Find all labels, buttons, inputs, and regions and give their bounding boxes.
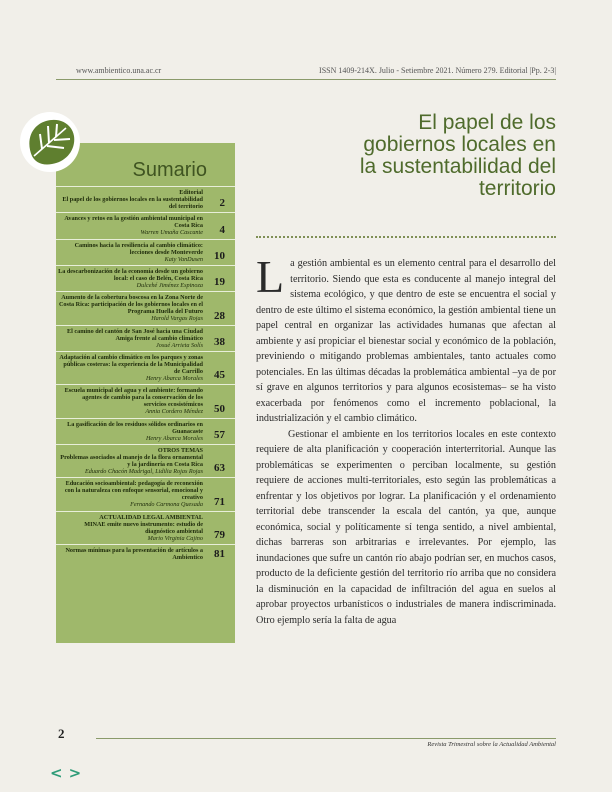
toc-item-text — [58, 215, 203, 236]
toc-item-subtitle: MINAE emite nuevo instrumento: estudio de diagnóstico ambiental — [84, 520, 203, 535]
toc-item-title: Caminos hacia la resiliencia al cambio climático: lecciones desde Monteverde — [74, 241, 203, 256]
toc-item-author: Annia Cordero Méndez — [145, 408, 203, 416]
prev-page-button[interactable]: < — [50, 764, 63, 782]
toc-item-text — [58, 447, 203, 475]
title-line: la sustentabilidad del — [359, 155, 556, 178]
next-page-button[interactable]: > — [68, 764, 82, 782]
page-navigation — [50, 764, 81, 782]
drop-cap: L — [256, 251, 285, 302]
toc-item-text — [58, 480, 203, 508]
paragraph-2: Gestionar el ambiente en los territorios locales en este contexto requiere de alta planificación y cooperación interterritorial. Aunque las problemáticas se experimenten o perciban localmente, su gestión requiere de acciones multi-territoriales, esto según las problemáticas a enfrentar y los objetivos por lograr. La planificación y el ordenamiento territorial debe transcender la escala del cantón, ya que, aunque económica, social y políticamente sí tenga sentido, a nivel ambiental, dichas barreras son arbitrarias e irrelevantes. Por ejemplo, las inundaciones que sufre un cantón río abajo podrían ser, en muchos casos, producto de la deficiente gestión del territorio río arriba que no considera la disminución en la capacidad de infiltración del agua en suelos al aprobar proyectos urbanísticos o industriales de manera indiscriminada. Otro ejemplo sería la falta de agua — [256, 428, 556, 626]
toc-item-page: 2 — [219, 197, 225, 210]
toc-item-title: Editorial — [179, 189, 203, 196]
toc-item[interactable] — [56, 544, 235, 563]
page-number: 2 — [58, 726, 65, 741]
toc-item-author: Katy VanDusen — [164, 255, 203, 263]
toc-item-text — [58, 242, 203, 263]
toc-item[interactable] — [56, 384, 235, 417]
toc-item-text — [58, 421, 203, 442]
toc-item-title: Escuela municipal del agua y el ambiente: formando agentes de cambio para la conservación de los servicios ecosistémicos — [64, 387, 203, 409]
toc-item-title: Avances y retos en la gestión ambiental municipal en Costa Rica — [64, 215, 203, 230]
toc-item[interactable] — [56, 511, 235, 544]
article-title — [300, 112, 556, 200]
toc-item-text — [58, 268, 203, 289]
toc-item-page: 57 — [214, 428, 225, 441]
journal-tagline: Revista Trimestral sobre la Actualidad Ambiental — [427, 741, 556, 748]
toc-item-text — [58, 547, 203, 561]
paragraph-1 — [256, 251, 556, 427]
sumario-heading: Sumario — [132, 159, 207, 181]
toc-item-author: Eduardo Chacón Madrigal, Lidilia Rojas Rojas — [84, 468, 203, 476]
toc-item-title: Normas mínimas para la presentación de artículos a Ambientico — [65, 546, 203, 562]
toc-item[interactable] — [56, 351, 235, 384]
toc-item-text — [58, 294, 203, 322]
toc-item-page: 19 — [214, 276, 225, 289]
toc-item-text — [58, 514, 203, 542]
toc-item-page: 4 — [219, 223, 225, 236]
toc-item-title: Adaptación al cambio climático en los parques y zonas públicas costeras: la experiencia de la Municipalidad de Carrillo — [59, 353, 203, 375]
toc-item[interactable] — [56, 477, 235, 510]
toc-item-title: ACTUALIDAD LEGAL AMBIENTAL — [99, 513, 203, 521]
page-header — [76, 66, 556, 75]
sumario-list — [56, 186, 235, 563]
toc-item-subtitle: Problemas asociados al manejo de la flora ornamental y la jardinería en Costa Rica — [60, 453, 203, 468]
title-line: gobiernos locales en — [363, 133, 556, 156]
monstera-leaf-icon — [20, 112, 80, 172]
toc-item-page: 50 — [214, 402, 225, 415]
toc-item[interactable] — [56, 418, 235, 444]
toc-item-subtitle: El papel de los gobiernos locales en la sustentabilidad del territorio — [62, 196, 203, 211]
issn-info: ISSN 1409-214X. Julio - Setiembre 2021. Número 279. Editorial |Pp. 2-3| — [319, 66, 556, 75]
toc-item[interactable] — [56, 325, 235, 351]
title-line: territorio — [478, 177, 556, 200]
toc-item-author: Warren Umaña Cascante — [140, 229, 203, 237]
toc-item-author: Harold Vargas Rojas — [151, 315, 203, 323]
title-divider — [256, 236, 556, 238]
toc-item-text — [58, 328, 203, 349]
toc-item-title: La gasificación de los residuos sólidos ordinarios en Guanacaste — [67, 420, 203, 435]
toc-item-author: Henry Abarca Morales — [145, 375, 203, 383]
toc-item-page: 63 — [214, 462, 225, 475]
toc-item[interactable] — [56, 265, 235, 291]
toc-item-text — [58, 354, 203, 382]
toc-item-author: Fernando Carmona Quesada — [130, 501, 203, 509]
toc-item-text — [58, 189, 203, 210]
toc-item[interactable] — [56, 239, 235, 265]
title-line: El papel de los — [418, 111, 556, 134]
toc-item-author: Josué Arrieta Solís — [156, 341, 203, 349]
toc-item-title: La descarbonización de la economía desde un gobierno local: el caso de Belén, Costa Rica — [58, 267, 203, 282]
toc-item-author: Henry Abarca Morales — [145, 434, 203, 442]
sumario-panel — [56, 143, 235, 643]
toc-item-page: 71 — [214, 495, 225, 508]
toc-item-page: 28 — [214, 309, 225, 322]
header-rule — [56, 79, 556, 80]
toc-item-title: El camino del cantón de San José hacia una Ciudad Amiga frente al cambio climático — [67, 327, 203, 342]
toc-item-title: OTROS TEMAS — [157, 446, 203, 454]
toc-item[interactable] — [56, 291, 235, 324]
toc-item-author: Mario Virginia Cajino — [147, 534, 203, 542]
toc-item[interactable] — [56, 186, 235, 212]
footer-rule — [96, 738, 556, 739]
toc-item-page: 79 — [214, 528, 225, 541]
paragraph-1-text: a gestión ambiental es un elemento central para el desarrollo del territorio. Siendo que esta es conducente al manejo integral del sistema ecológico, y que dentro de este se encuentra el social y dentro de este último el sistema económico, la gestión ambiental tiene un papel central en organizar las actividades humanas que afectan al ambiente y así propiciar el bienestar social y económico de la población, previniendo o mitigando problemas ambientales, tanto actuales como potenciales. En las últimas décadas la problemática ambiental –ya de por sí grave en algunos territorios y para algunos ecosistemas– se ha visto exacerbada por fenómenos como el incremento poblacional, la industrialización y el cambio climático. — [256, 258, 556, 424]
toc-item-page: 10 — [214, 249, 225, 262]
toc-item-page: 45 — [214, 369, 225, 382]
toc-item-title: Aumento de la cobertura boscosa en la Zona Norte de Costa Rica: participación de los gobiernos locales en el Programa Huella del Futuro — [58, 294, 203, 316]
toc-item-page: 38 — [214, 335, 225, 348]
toc-item-title: Educación socioambiental: pedagogía de reconexión con la naturaleza con enfoque sensorial, emocional y creativo — [64, 480, 203, 502]
article-body — [256, 251, 556, 628]
toc-item-author: Dulcehé Jiménez Espinoza — [136, 282, 203, 290]
toc-item[interactable] — [56, 444, 235, 477]
toc-item[interactable] — [56, 212, 235, 238]
toc-item-page: 81 — [214, 548, 225, 561]
toc-item-text — [58, 387, 203, 415]
website-url[interactable]: www.ambientico.una.ac.cr — [76, 66, 162, 75]
